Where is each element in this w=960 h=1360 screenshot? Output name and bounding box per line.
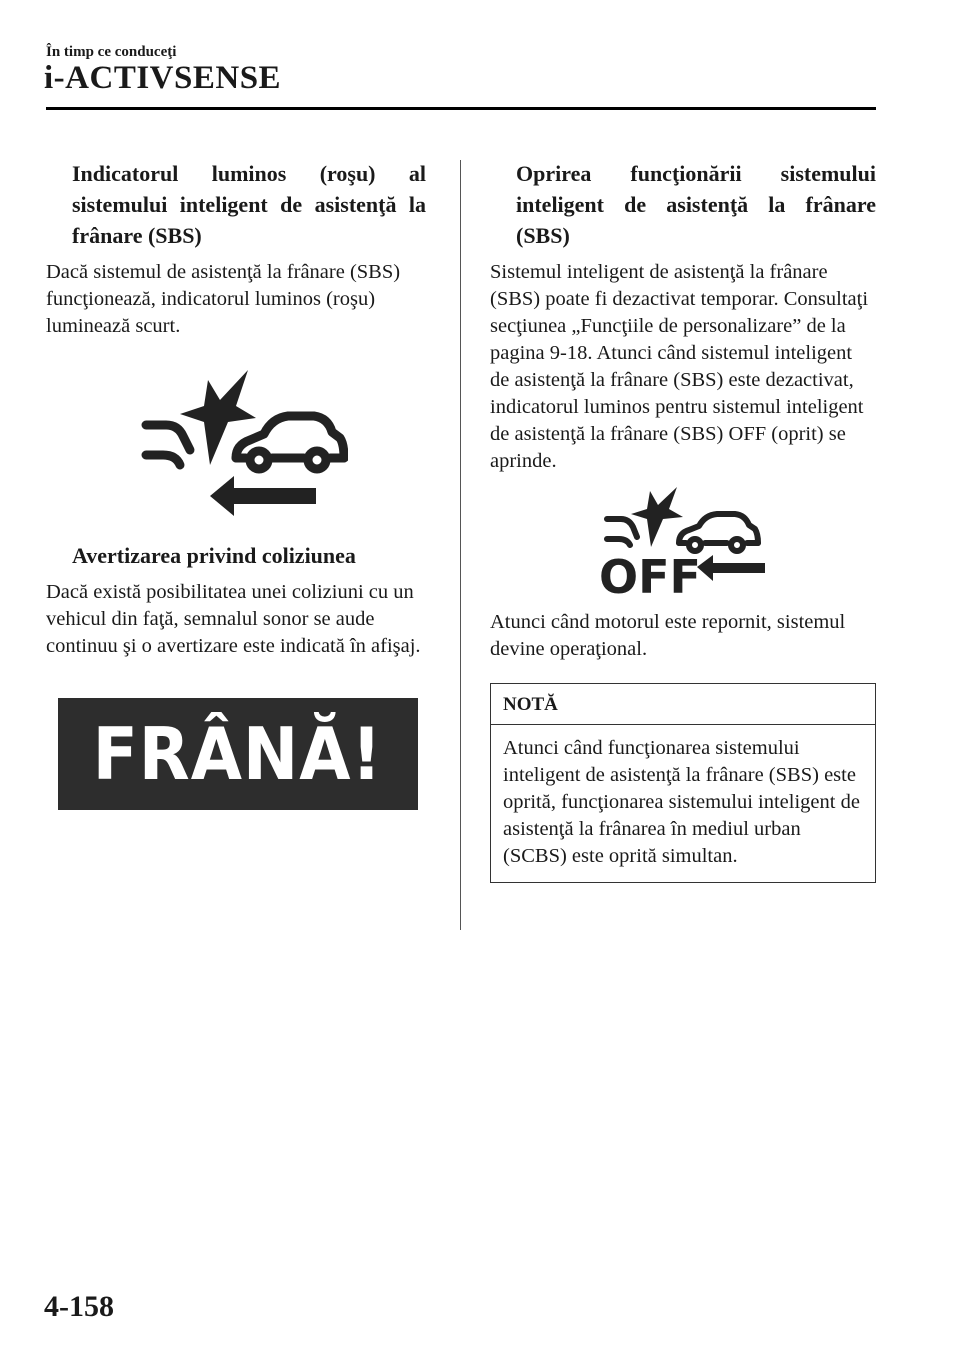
- column-divider: [460, 160, 461, 930]
- note-title: NOTĂ: [491, 684, 875, 725]
- page-number: 4-158: [44, 1290, 114, 1323]
- section-label: În timp ce conduceţi: [46, 44, 177, 60]
- right-column: [490, 158, 876, 883]
- sbs-warning-icon: [60, 370, 426, 520]
- off-icon-text: OFF: [599, 550, 701, 597]
- collision-warning-off-icon: [593, 487, 773, 597]
- sbs-off-text: Sistemul inteligent de asistenţă la frânare (SBS) poate fi dezactivat temporar. Consultaţi secţiunea „Funcţiile de personalizare” de la pagina 9-18. Atunci când sistemul inteligent de asistenţă la frânare (SBS) este dezactivat, indicatorul luminos pentru sistemul inteligent de asistenţă la frânare (SBS) OFF (oprit) se aprinde.: [490, 261, 869, 472]
- note-box: [490, 683, 876, 883]
- sbs-indicator-text: Dacă sistemul de asistenţă la frânare (SBS) funcţionează, indicatorul luminos (roşu) luminează scurt.: [46, 261, 401, 337]
- collision-warning-text: Dacă există posibilitatea unei coliziuni cu un vehicul din faţă, semnalul sonor se aude continuu şi o avertizare este indicată în afişaj.: [46, 581, 421, 657]
- header-rule: [46, 107, 876, 110]
- collision-warning-icon: [138, 370, 348, 520]
- restart-text: Atunci când motorul este repornit, sistemul devine operaţional.: [490, 611, 846, 660]
- brake-warning-banner: [58, 698, 418, 810]
- sbs-off-heading: Oprirea funcţionării sistemului inteligent de asistenţă la frânare (SBS): [516, 161, 876, 248]
- left-column: [46, 158, 426, 810]
- note-text: Atunci când funcţionarea sistemului inteligent de asistenţă la frânare (SBS) este oprită, funcţionarea sistemului inteligent de asistenţă la frânarea în mediul urban (SCBS) este oprită simultan.: [503, 737, 860, 867]
- brake-warning-text: FRÂNĂ!: [93, 712, 383, 796]
- collision-warning-heading: Avertizarea privind coliziunea: [72, 543, 356, 568]
- sbs-indicator-heading: Indicatorul luminos (roşu) al sistemului inteligent de asistenţă la frânare (SBS): [72, 161, 426, 248]
- chapter-title: i-ACTIVSENSE: [44, 60, 282, 96]
- sbs-off-icon: [490, 487, 876, 597]
